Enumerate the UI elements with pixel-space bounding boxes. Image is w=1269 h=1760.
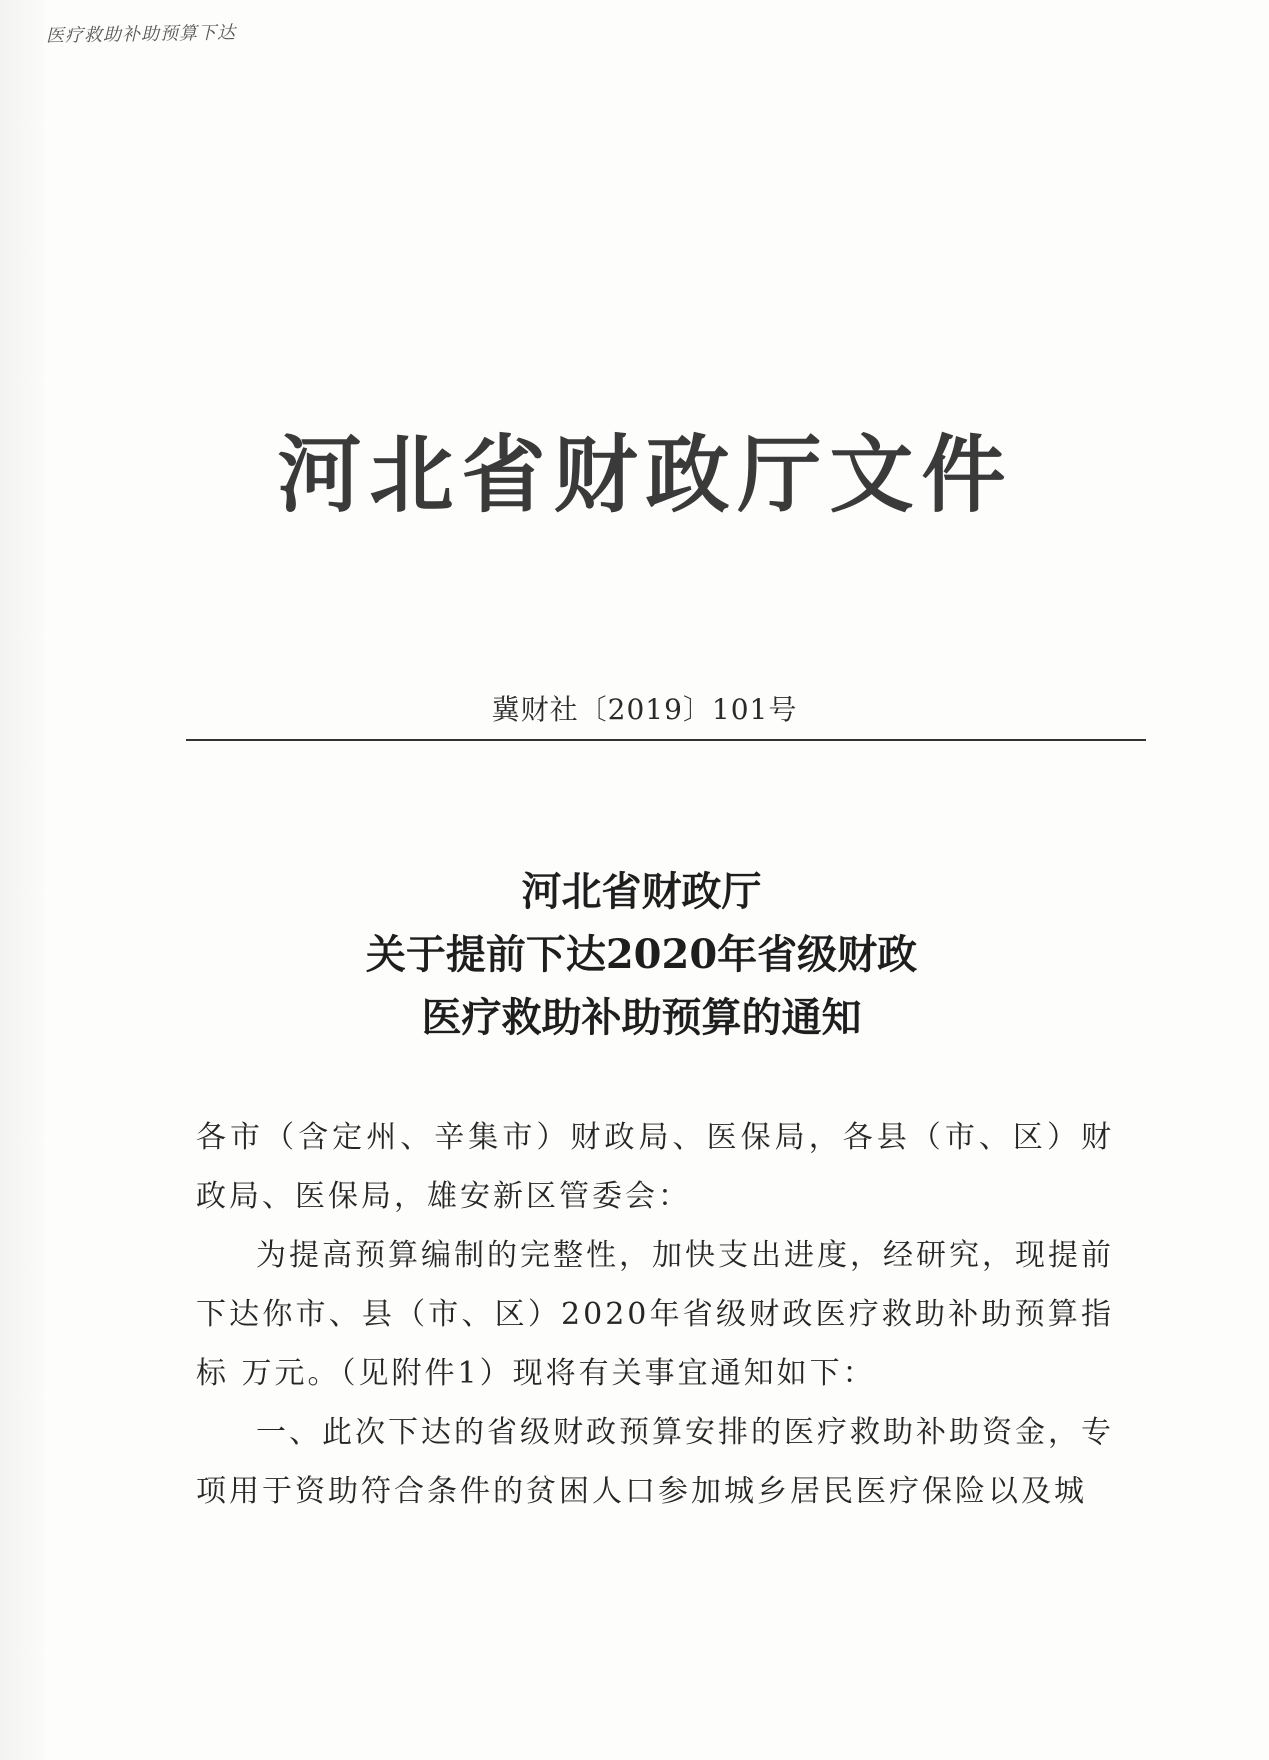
masthead-divider	[186, 739, 1146, 741]
addressee-paragraph: 各市（含定州、辛集市）财政局、医保局，各县（市、区）财政局、医保局，雄安新区管委会：	[196, 1120, 1114, 1214]
title-line-1: 河北省财政厅	[521, 868, 762, 915]
title-line-2: 关于提前下达2020年省级财政	[365, 931, 918, 978]
title-line-3: 医疗救助补助预算的通知	[421, 994, 862, 1041]
document-number: 冀财社〔2019〕101号	[491, 693, 798, 726]
document-body	[196, 1108, 1114, 1521]
document-title	[0, 860, 1269, 1049]
handwritten-note: 医疗救助补助预算下达	[45, 22, 237, 47]
document-masthead: 河北省财政厅文件	[277, 426, 1014, 524]
item-one-paragraph: 一、此次下达的省级财政预算安排的医疗救助补助资金，专项用于资助符合条件的贫困人口参加城乡居民医疗保险以及城	[196, 1415, 1114, 1509]
intro-paragraph: 为提高预算编制的完整性，加快支出进度，经研究，现提前下达你市、县（市、区）2020年省级财政医疗救助补助预算指标 万元。（见附件1）现将有关事宜通知如下：	[196, 1238, 1114, 1391]
